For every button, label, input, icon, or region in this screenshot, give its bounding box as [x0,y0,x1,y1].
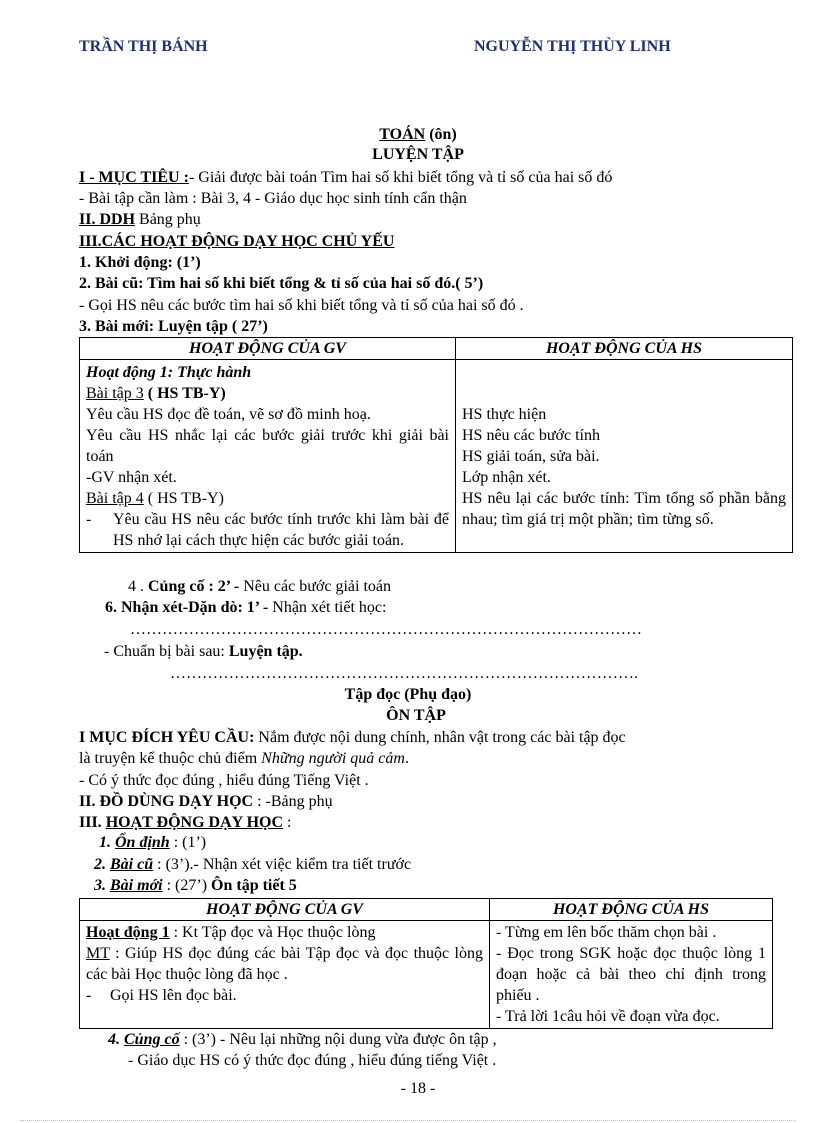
gv2-hd [86,922,483,943]
cung-co-text: Nêu các bước giải toán [243,578,391,595]
gv-bullet-dash: - [86,511,92,528]
hs-line1: HS thực hiện [462,406,547,423]
lesson1-subject-note: (ôn) [425,126,457,143]
page-number: - 18 - [400,1080,436,1097]
hs2-line1: - Từng em lên bốc thăm chọn bài . [496,924,717,941]
hs2-line3: - Trả lời 1câu hỏi về đoạn vừa đọc. [496,1008,720,1025]
header-right-name: NGUYỄN THỊ THÙY LINH [474,38,671,55]
ddh-text: Bảng phụ [135,211,201,228]
mdyc-end: . [404,750,409,767]
on-dinh-text: : (1’) [169,834,207,851]
muc-tieu-text: - Giải được bài toán Tìm hai số khi biết tổng và tỉ số của hai số đó [188,169,613,186]
lesson1-activity-table [79,337,793,553]
gv-line2: Yêu cầu HS nhắc lại các bước giải trước khi giải bài toán [86,427,449,465]
lesson1-cung-co [128,578,391,596]
gv-line3: -GV nhận xét. [86,469,177,486]
table-header-row [80,899,773,921]
mdyc-text2: là truyện kể thuộc chủ điểm [79,750,262,767]
chuan-bi-bold: Luyện tập. [228,643,303,660]
header-left-name: TRẦN THỊ BÁNH [79,38,208,55]
gv-cell [80,360,456,553]
lesson2-giao-duc: - Giáo dục HS có ý thức đọc đúng , hiểu đúng tiếng Việt . [128,1052,497,1069]
lesson1-dots-line: …………………………………………………………………………………… [130,621,642,638]
lesson1-khoi-dong: 1. Khởi động: (1’) [79,254,201,271]
gv2-hd-label: Hoạt động 1 [86,924,170,941]
lesson2-bai-moi [94,877,297,895]
lesson2-mdyc-line3: - Có ý thức đọc đúng , hiểu đúng Tiếng Việt . [79,772,369,789]
hdhd-label: HOẠT ĐỘNG DẠY HỌC [105,814,284,831]
table-header-row [80,338,793,360]
lesson2-hdhd [79,813,291,833]
ddh2-label: II. ĐỒ DÙNG DẠY HỌC [79,793,254,810]
gv-bt4-level: ( HS TB-Y) [143,490,224,507]
gv2-mt-text: : Giúp HS đọc đúng các bài Tập đọc và đọc thuộc lòng các bài Học thuộc lòng đã học . [86,945,483,983]
gv2-bullet-dash: - [86,987,92,1004]
hs-line5: HS nêu lại các bước tính: Tìm tổng số phần bằng nhau; tìm giá trị một phần; tìm từng số. [462,490,786,528]
bai-cu2-num: 2. [94,856,110,873]
lesson2-cung-co [108,1031,497,1049]
hdhd-prefix: III. [79,814,106,831]
muc-tieu-label: I - MỤC TIÊU : [79,169,189,186]
cung-co2-num: 4. [108,1031,124,1048]
table-row [80,360,793,553]
on-dinh-num: 1. [99,834,115,851]
bai-moi2-num: 3. [94,877,110,894]
hs-line2: HS nêu các bước tính [462,427,600,444]
lesson1-title: LUYỆN TẬP [372,146,464,163]
lesson1-ddh [79,210,201,230]
table-row [80,921,773,1029]
hs-line4: Lớp nhận xét. [462,469,551,486]
section-separator: ……………………………………………………………………………. [170,665,638,682]
lesson1-bai-cu: 2. Bài cũ: Tìm hai số khi biết tổng & tỉ số của hai số đó.( 5’) [79,275,484,292]
lesson2-ddh [79,792,333,812]
lesson2-title: ÔN TẬP [386,707,446,724]
gv2-mt [86,943,483,985]
gv2-cell [80,921,490,1029]
lesson1-bai-tap-line: - Bài tập cần làm : Bài 3, 4 - Giáo dục học sinh tính cẩn thận [79,190,467,207]
hs2-line2: - Đọc trong SGK hoặc đọc thuộc lòng 1 đoạn hoặc cả bài theo chỉ định trong phiếu . [496,945,766,1004]
bai-moi2-label: Bài mới [110,877,163,894]
lesson2-mdyc [79,728,626,748]
lesson2-activity-table [79,898,773,1029]
cung-co2-label: Củng cố [124,1031,180,1048]
mdyc-text: Nắm được nội dung chính, nhân vật trong các bài tập đọc [254,729,626,746]
gv2-mt-label: MT [86,945,110,962]
lesson1-muc-tieu [79,168,612,188]
nhan-xet-label: 6. Nhận xét-Dặn dò: 1’ - [105,599,273,616]
hs-cell [456,360,793,553]
footer-divider [20,1120,796,1121]
mdyc-label: I MỤC ĐÍCH YÊU CẦU: [79,729,255,746]
gv-bt4 [86,488,449,509]
cung-co-prefix: 4 . [128,578,148,595]
gv-bt3 [86,383,449,404]
gv2-hd-text: : Kt Tập đọc và Học thuộc lòng [169,924,376,941]
gv2-bullet-text: Gọi HS lên đọc bài. [110,987,237,1004]
nhan-xet-text: Nhận xét tiết học: [272,599,387,616]
bai-moi2-bold: Ôn tập tiết 5 [211,877,297,894]
lesson1-chuan-bi [104,643,303,661]
hdhd-suffix: : [283,814,292,831]
table-col-gv: HOẠT ĐỘNG CỦA GV [80,338,456,360]
lesson2-bai-cu [94,856,411,874]
gv-bt4-label: Bài tập 4 [86,490,144,507]
cung-co2-text: : (3’) - Nêu lại những nội dung vừa được ôn tập , [179,1031,497,1048]
gv2-bullet-item [86,985,483,1006]
gv-bullet-text: Yêu cầu HS nêu các bước tính trước khi làm bài để HS nhớ lại cách thực hiện các bước giải toán. [113,511,449,549]
lesson1-subject-title: TOÁN [379,126,426,143]
lesson1-nhan-xet [105,599,386,617]
lesson1-hoat-dong-heading: III.CÁC HOẠT ĐỘNG DẠY HỌC CHỦ YẾU [79,233,395,250]
ddh2-text: : -Bảng phụ [253,793,333,810]
table2-col-hs: HOẠT ĐỘNG CỦA HS [490,899,773,921]
lesson2-subject: Tập đọc (Phụ đạo) [344,686,472,703]
chuan-bi-prefix: - Chuẩn bị bài sau: [104,643,229,660]
bai-cu2-label: Bài cũ [110,856,154,873]
bai-cu2-text: : (3’).- Nhận xét việc kiểm tra tiết trước [153,856,412,873]
lesson2-mdyc-line2 [79,749,409,769]
mdyc-italic: Những người quả cảm [261,750,405,767]
gv-line1: Yêu cầu HS đọc đề toán, vẽ sơ đồ minh hoạ. [86,406,371,423]
gv-activity-title: Hoạt động 1: Thực hành [86,364,252,381]
table2-col-gv: HOẠT ĐỘNG CỦA GV [80,899,490,921]
cung-co-label: Củng cố : 2’ - [148,578,244,595]
ddh-label: II. DDH [79,211,136,228]
gv-bt3-level: ( HS TB-Y) [143,385,226,402]
lesson1-bai-moi: 3. Bài mới: Luyện tập ( 27’) [79,318,268,335]
hs-line3: HS giải toán, sửa bài. [462,448,600,465]
lesson1-subject [0,126,816,144]
gv-bullet-item [86,509,449,551]
gv-bt3-label: Bài tập 3 [86,385,144,402]
bai-moi2-text: : (27’) [162,877,212,894]
lesson2-on-dinh [99,834,206,852]
hs2-cell [490,921,773,1029]
lesson1-bai-cu-detail: - Gọi HS nêu các bước tìm hai số khi biết tổng và tỉ số của hai số đó . [79,297,524,314]
on-dinh-label: Ổn định [115,834,170,851]
table-col-hs: HOẠT ĐỘNG CỦA HS [456,338,793,360]
